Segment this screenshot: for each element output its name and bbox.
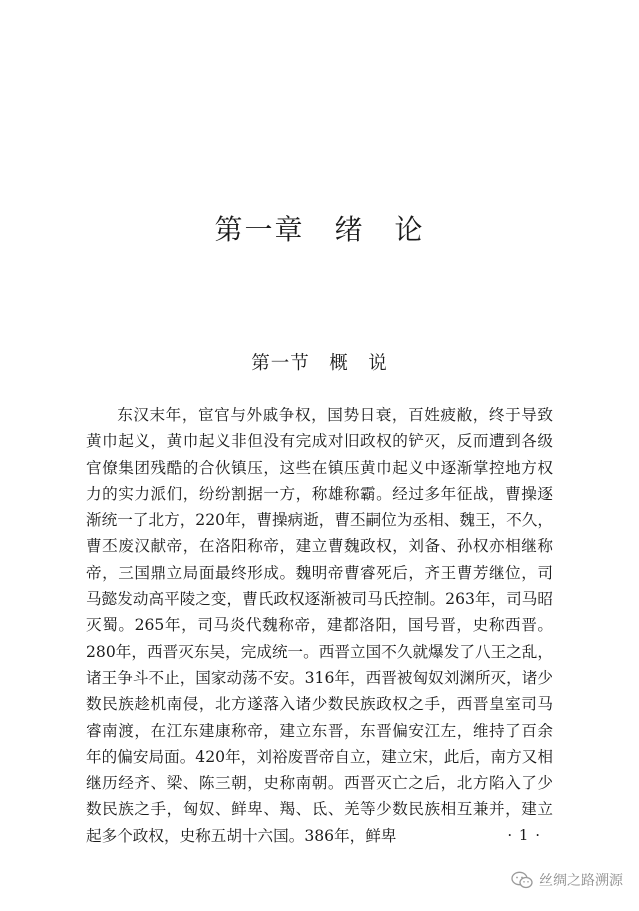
body-paragraph: 东汉末年，宦官与外戚争权，国势日衰，百姓疲敝，终于导致黄巾起义，黄巾起义非但没有完成对旧政权的铲灭，反而遭到各级官僚集团残酷的合伙镇压，这些在镇压黄巾起义中逐渐掌控地方权力的实力派们，纷纷割据一方，称雄称霸。经过多年征战，曹操逐渐统一了北方，220年，曹操病逝，曹丕嗣位为丞相、魏王，不久，曹丕废汉献帝，在洛阳称帝，建立曹魏政权，刘备、孙权亦相继称帝，三国鼎立局面最终形成。魏明帝曹睿死后，齐王曹芳继位，司马懿发动高平陵之变，曹氏政权逐渐被司马氏控制。263年，司马昭灭蜀。265年，司马炎代魏称帝，建都洛阳，国号晋，史称西晋。280年，西晋灭东吴，完成统一。西晋立国不久就爆发了八王之乱，诸王争斗不止，国家动荡不安。316年，西晋被匈奴刘渊所灭，诸少数民族趁机南侵，北方遂落入诸少数民族政权之手，西晋皇室司马睿南渡，在江东建康称帝，建立东晋，东晋偏安江左，维持了百余年的偏安局面。420年，刘裕废晋帝自立，建立宋，此后，南方又相继历经齐、梁、陈三朝，史称南朝。西晋灭亡之后，北方陷入了少数民族之手，匈奴、鲜卑、羯、氐、羌等少数民族相互兼并，建立起多个政权，史称五胡十六国。386年，鲜卑 (86, 406, 553, 845)
watermark (511, 870, 623, 890)
chapter-title: 第一章 绪 论 (214, 213, 425, 246)
page-number: · 1 · (507, 826, 541, 844)
wechat-icon (511, 871, 533, 889)
watermark-text: 丝绸之路溯源 (539, 873, 623, 889)
section-title: 第一节 概 说 (251, 353, 388, 374)
